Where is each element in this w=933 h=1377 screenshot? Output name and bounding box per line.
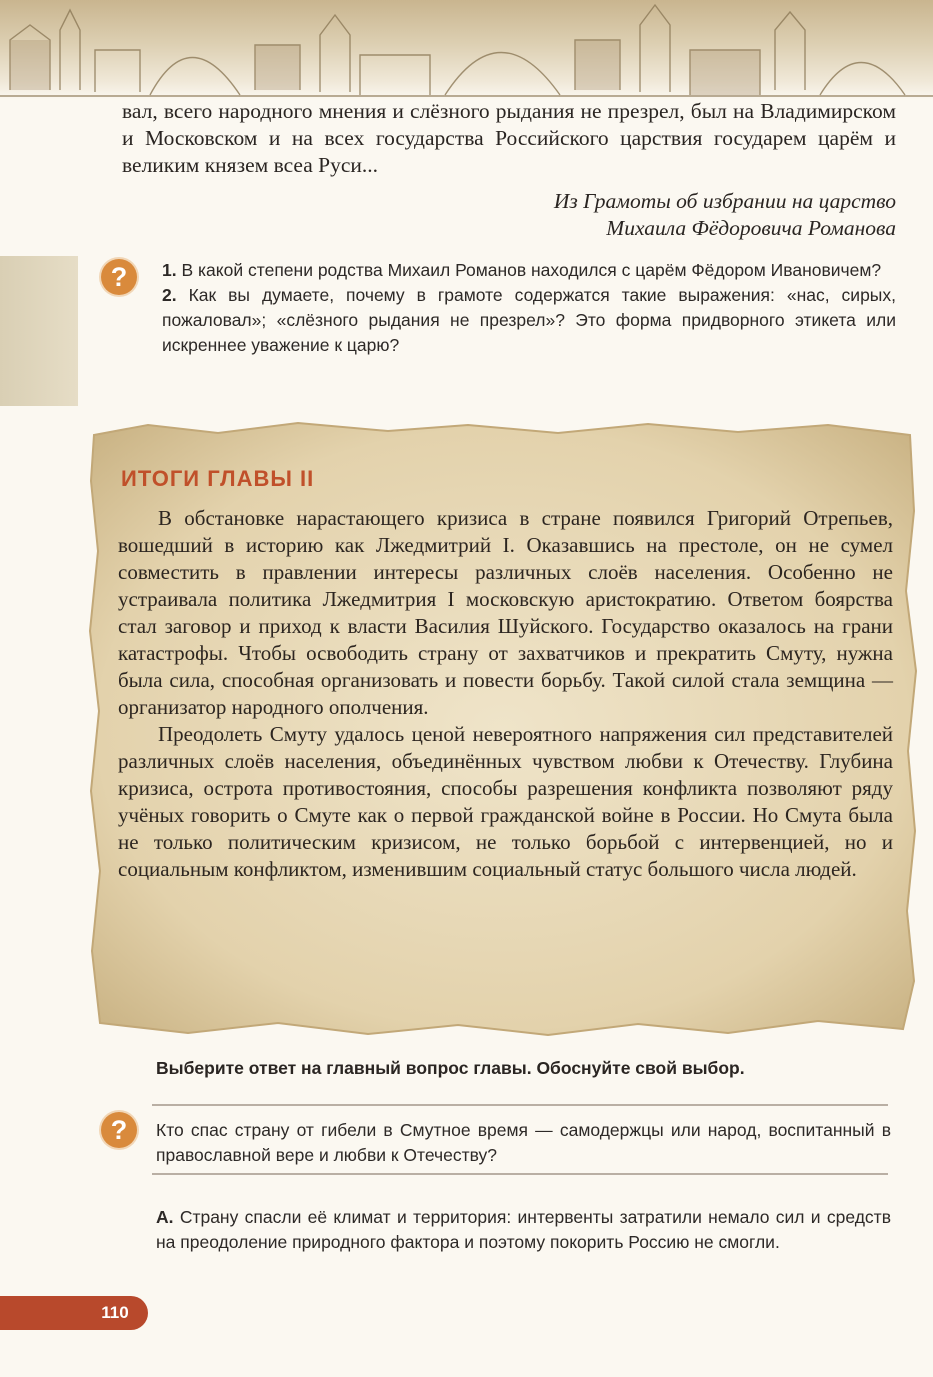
question-2-text: Как вы думаете, почему в грамоте содержатся такие выражения: «нас, сирых, пожаловал»; «слёзного рыдания не презрел»? Это форма придворного этикета или искреннее уважение к царю?: [162, 285, 896, 355]
question-1-text: В какой степени родства Михаил Романов находился с царём Фёдором Ивановичем?: [181, 260, 882, 280]
divider-bottom: [152, 1173, 888, 1175]
citation-line-2: Михаила Фёдоровича Романова: [606, 216, 896, 240]
intro-quote-paragraph: вал, всего народного мнения и слёзного рыдания не презрел, был на Владимирском и Московском и на всех государства Российского царствия государем царём и великим князем всеа Руси...: [122, 99, 896, 177]
chapter-summary-text: [118, 505, 893, 883]
citation-line-1: Из Грамоты об избрании на царство: [553, 189, 896, 213]
city-sketch-image: [0, 0, 933, 100]
main-chapter-question: Кто спас страну от гибели в Смутное время — самодержцы или народ, воспитанный в православной вере и любви к Отечеству?: [156, 1120, 891, 1165]
chapter-summary-title: ИТОГИ ГЛАВЫ II: [121, 466, 315, 491]
page-number: 110: [101, 1303, 129, 1322]
choose-answer-prompt: Выберите ответ на главный вопрос главы. Обоснуйте свой выбор.: [156, 1058, 745, 1078]
quote-citation: [376, 188, 896, 242]
header-illustration: [0, 0, 933, 100]
answer-a-label: А.: [156, 1207, 174, 1227]
question-2-number: 2.: [162, 285, 177, 305]
intro-quote-text: [122, 98, 896, 179]
question-mark-icon: ?: [101, 1112, 137, 1148]
question-mark-icon: ?: [101, 259, 137, 295]
answer-a-text: Страну спасли её климат и территория: интервенты затратили немало сил и средств на преодоление природного фактора и поэтому покорить Россию не смогли.: [156, 1207, 891, 1252]
question-1: [162, 258, 896, 283]
question-2: [162, 283, 896, 358]
divider-top: [152, 1104, 888, 1106]
margin-color-strip: [0, 256, 78, 406]
summary-paragraph-1: В обстановке нарастающего кризиса в стране появился Григорий Отрепьев, вошедший в историю как Лжедмитрий I. Оказавшись на престоле, он не сумел совместить в правлении интересы различных слоёв населения. Особенно не устраивала политика Лжедмитрия I московскую аристократию. Ответом боярства стал заговор и приход к власти Василия Шуйского. Государство оказалось на грани катастрофы. Чтобы освободить страну от захватчиков и прекратить Смуту, нужна была сила, способная организовать и повести борьбу. Такой силой стала земщина — организатор народного ополчения.: [118, 506, 893, 719]
answer-option-a: [156, 1205, 891, 1255]
question-1-number: 1.: [162, 260, 177, 280]
summary-paragraph-2: Преодолеть Смуту удалось ценой невероятного напряжения сил представителей различных слоёв населения, объединённых чувством любви к Отечеству. Глубина кризиса, острота противостояния, способы разрешения конфликта позволяют ряду учёных говорить о Смуте как о первой гражданской войне в России. Но Смута была не только политическим кризисом, не только борьбой с интервенцией, но и социальным конфликтом, изменившим социальный статус большого числа людей.: [118, 722, 893, 881]
review-questions: [162, 258, 896, 358]
